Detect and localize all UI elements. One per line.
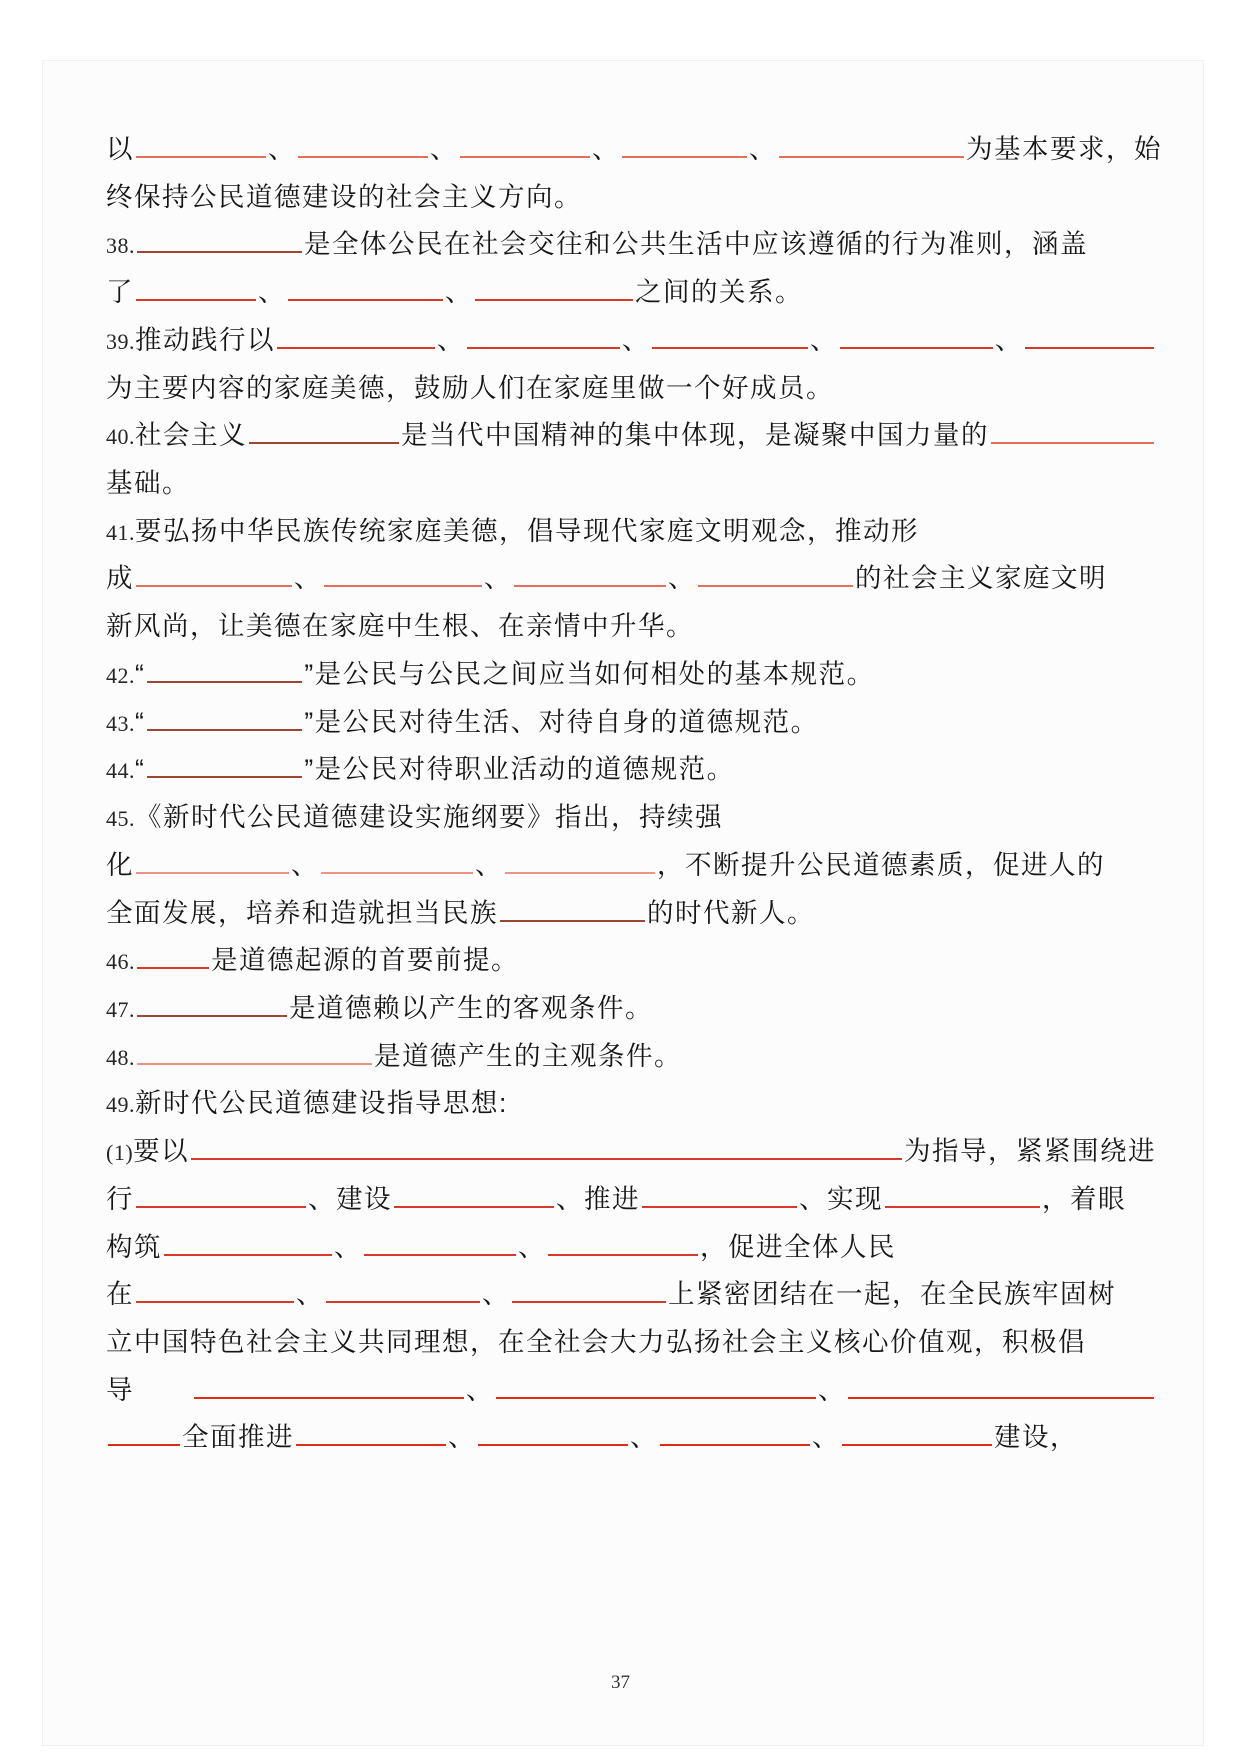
text-segment: ”是公民对待职业活动的道德规范。 bbox=[304, 754, 735, 785]
blank-field bbox=[478, 1444, 628, 1446]
blank-field bbox=[467, 347, 620, 349]
text-segment: 是道德起源的首要前提。 bbox=[211, 945, 519, 976]
blank-field bbox=[460, 156, 590, 158]
question-number: 49. bbox=[106, 1092, 135, 1118]
text-segment: “ bbox=[135, 658, 146, 689]
blank-field bbox=[326, 1301, 480, 1303]
blank-field bbox=[496, 1397, 816, 1399]
blank-field bbox=[137, 1015, 287, 1017]
blank-field bbox=[622, 156, 747, 158]
blank-field bbox=[842, 1444, 992, 1446]
text-segment: 构筑 bbox=[106, 1231, 162, 1262]
text-segment: 是当代中国精神的集中体现，是凝聚中国力量的 bbox=[401, 420, 989, 451]
document-line bbox=[106, 1033, 1156, 1081]
text-segment: 的社会主义家庭文明 bbox=[855, 563, 1107, 594]
question-number: 41. bbox=[106, 519, 135, 545]
text-segment: 、 bbox=[622, 324, 650, 355]
document-line bbox=[106, 937, 1156, 985]
blank-field bbox=[137, 251, 302, 253]
text-segment: 之间的关系。 bbox=[635, 277, 803, 308]
text-segment: 、 bbox=[749, 134, 777, 164]
text-segment: “ bbox=[135, 754, 146, 785]
blank-field bbox=[500, 920, 645, 922]
text-segment: 为主要内容的家庭美德，鼓励人们在家庭里做一个好成员。 bbox=[106, 372, 834, 403]
text-segment: 是道德产生的主观条件。 bbox=[374, 1040, 682, 1071]
blank-field bbox=[505, 872, 655, 874]
document-line bbox=[106, 1224, 1156, 1272]
text-segment: 、 bbox=[437, 324, 465, 355]
text-segment: 、 bbox=[812, 1422, 840, 1453]
blank-field bbox=[136, 156, 266, 158]
document-line bbox=[106, 1080, 1156, 1128]
text-segment: 、 bbox=[291, 849, 319, 880]
blank-field bbox=[249, 442, 399, 444]
text-segment: 行 bbox=[106, 1183, 134, 1214]
text-segment: 、 bbox=[430, 134, 458, 164]
question-number: 45. bbox=[106, 806, 135, 832]
document-line bbox=[106, 1367, 1156, 1415]
text-segment: 、 bbox=[482, 1279, 510, 1310]
text-segment: ，着眼 bbox=[1042, 1183, 1126, 1214]
page-number: 37 bbox=[611, 1672, 630, 1693]
text-segment: ，促进全体人民 bbox=[700, 1231, 896, 1262]
document-line bbox=[106, 365, 1156, 413]
document-line bbox=[106, 555, 1156, 603]
text-segment: 新时代公民道德建设指导思想: bbox=[135, 1088, 508, 1119]
text-segment: 《新时代公民道德建设实施纲要》指出，持续强 bbox=[135, 802, 723, 833]
blank-field bbox=[514, 585, 666, 587]
blank-field bbox=[136, 299, 256, 301]
blank-field bbox=[840, 347, 993, 349]
text-segment: 化 bbox=[106, 849, 134, 880]
text-segment: “ bbox=[135, 706, 146, 737]
text-segment: 了 bbox=[106, 277, 134, 308]
text-segment: 为基本要求，始 bbox=[966, 134, 1162, 164]
question-number: (1) bbox=[106, 1140, 134, 1166]
question-number: 40. bbox=[106, 424, 135, 450]
blank-field bbox=[194, 1397, 464, 1399]
document-line bbox=[106, 985, 1156, 1033]
text-segment: 社会主义 bbox=[135, 420, 247, 451]
document-line bbox=[106, 460, 1156, 508]
text-segment: 、 bbox=[818, 1374, 846, 1405]
text-segment: 的时代新人。 bbox=[647, 897, 815, 928]
blank-field bbox=[191, 1158, 902, 1160]
text-segment: 建设， bbox=[994, 1422, 1078, 1453]
blank-field bbox=[848, 1397, 1154, 1399]
document-line bbox=[106, 746, 1156, 794]
text-segment: 、 bbox=[630, 1422, 658, 1453]
document-line bbox=[106, 1414, 1156, 1462]
blank-field bbox=[164, 1254, 332, 1256]
blank-field bbox=[137, 1063, 372, 1065]
document-line bbox=[106, 890, 1156, 938]
text-segment: 、 bbox=[334, 1231, 362, 1262]
text-segment: 立中国特色社会主义共同理想，在全社会大力弘扬社会主义核心价值观，积极倡 bbox=[106, 1326, 1086, 1357]
text-segment: 、 bbox=[445, 277, 473, 308]
text-segment: 、 bbox=[475, 849, 503, 880]
blank-field bbox=[475, 299, 633, 301]
blank-field bbox=[885, 1206, 1040, 1208]
blank-field bbox=[288, 299, 443, 301]
document-line bbox=[106, 1176, 1156, 1224]
blank-field bbox=[108, 1444, 180, 1446]
blank-field bbox=[298, 156, 428, 158]
question-number: 46. bbox=[106, 949, 135, 975]
text-segment: 要弘扬中华民族传统家庭美德，倡导现代家庭文明观念，推动形 bbox=[135, 515, 919, 546]
blank-field bbox=[147, 729, 302, 731]
text-segment: 全面发展，培养和造就担当民族 bbox=[106, 897, 498, 928]
blank-field bbox=[296, 1444, 446, 1446]
blank-field bbox=[698, 585, 853, 587]
question-number: 42. bbox=[106, 662, 135, 688]
text-segment: 全面推进 bbox=[182, 1422, 294, 1453]
text-segment: ，不断提升公民道德素质，促进人的 bbox=[657, 849, 1105, 880]
text-segment: 、实现 bbox=[799, 1183, 883, 1214]
text-segment: 新风尚，让美德在家庭中生根、在亲情中升华。 bbox=[106, 611, 694, 642]
document-line bbox=[106, 651, 1156, 699]
document-line bbox=[106, 174, 1156, 222]
blank-field bbox=[394, 1206, 554, 1208]
text-segment: 在 bbox=[106, 1279, 134, 1310]
question-number: 39. bbox=[106, 328, 135, 354]
question-number: 47. bbox=[106, 996, 135, 1022]
text-segment: 、 bbox=[518, 1231, 546, 1262]
blank-field bbox=[642, 1206, 797, 1208]
blank-field bbox=[512, 1301, 666, 1303]
blank-field bbox=[364, 1254, 516, 1256]
question-number: 48. bbox=[106, 1044, 135, 1070]
document-line bbox=[106, 1319, 1156, 1367]
text-segment: 成 bbox=[106, 563, 134, 594]
text-segment: 、 bbox=[448, 1422, 476, 1453]
text-segment: 、 bbox=[294, 563, 322, 594]
text-segment: 以 bbox=[106, 134, 134, 164]
text-segment: 终保持公民道德建设的社会主义方向。 bbox=[106, 181, 582, 212]
text-segment: 导 bbox=[106, 1374, 134, 1405]
document-line bbox=[106, 221, 1156, 269]
blank-field bbox=[136, 1301, 294, 1303]
blank-field bbox=[136, 585, 292, 587]
blank-field bbox=[1025, 347, 1154, 349]
text-segment: 、 bbox=[484, 563, 512, 594]
document-line bbox=[106, 699, 1156, 747]
text-segment: 要以 bbox=[133, 1136, 190, 1167]
text-segment: 是道德赖以产生的客观条件。 bbox=[289, 992, 653, 1023]
text-segment: 、推进 bbox=[556, 1183, 640, 1214]
blank-field bbox=[660, 1444, 810, 1446]
text-segment: ”是公民对待生活、对待自身的道德规范。 bbox=[304, 706, 819, 737]
document-line bbox=[106, 603, 1156, 651]
blank-field bbox=[324, 585, 482, 587]
text-segment: 、建设 bbox=[308, 1183, 392, 1214]
question-number: 38. bbox=[106, 233, 135, 259]
text-segment: 、 bbox=[668, 563, 696, 594]
blank-field bbox=[136, 872, 289, 874]
text-segment: 为指导，紧紧围绕进 bbox=[904, 1136, 1156, 1167]
blank-field bbox=[277, 347, 435, 349]
text-segment: 、 bbox=[296, 1279, 324, 1310]
text-segment: 、 bbox=[466, 1374, 494, 1405]
text-segment: 、 bbox=[258, 277, 286, 308]
document-line bbox=[106, 317, 1156, 365]
blank-field bbox=[137, 967, 209, 969]
text-segment: 、 bbox=[592, 134, 620, 164]
document-line bbox=[106, 842, 1156, 890]
document-line bbox=[106, 1128, 1156, 1176]
document-line bbox=[106, 1271, 1156, 1319]
blank-field bbox=[991, 442, 1154, 444]
text-segment: 基础。 bbox=[106, 468, 190, 499]
text-segment: 、 bbox=[268, 134, 296, 164]
text-segment: ”是公民与公民之间应当如何相处的基本规范。 bbox=[304, 658, 875, 689]
blank-field bbox=[548, 1254, 698, 1256]
question-number: 43. bbox=[106, 710, 135, 736]
text-segment: 是全体公民在社会交往和公共生活中应该遵循的行为准则，涵盖 bbox=[304, 229, 1088, 260]
document-line bbox=[106, 794, 1156, 842]
text-segment: 推动践行以 bbox=[135, 324, 275, 355]
document-line bbox=[106, 269, 1156, 317]
question-number: 44. bbox=[106, 758, 135, 784]
document-body bbox=[106, 126, 1162, 1462]
text-segment: 上紧密团结在一起，在全民族牢固树 bbox=[668, 1279, 1116, 1310]
blank-field bbox=[147, 681, 302, 683]
blank-field bbox=[779, 156, 964, 158]
text-segment: 、 bbox=[995, 324, 1023, 355]
document-line bbox=[106, 412, 1156, 460]
blank-field bbox=[652, 347, 808, 349]
text-segment: 、 bbox=[810, 324, 838, 355]
document-line bbox=[106, 126, 1162, 174]
document-line bbox=[106, 508, 1156, 556]
blank-field bbox=[136, 1206, 306, 1208]
blank-field bbox=[321, 872, 473, 874]
blank-field bbox=[147, 776, 302, 778]
